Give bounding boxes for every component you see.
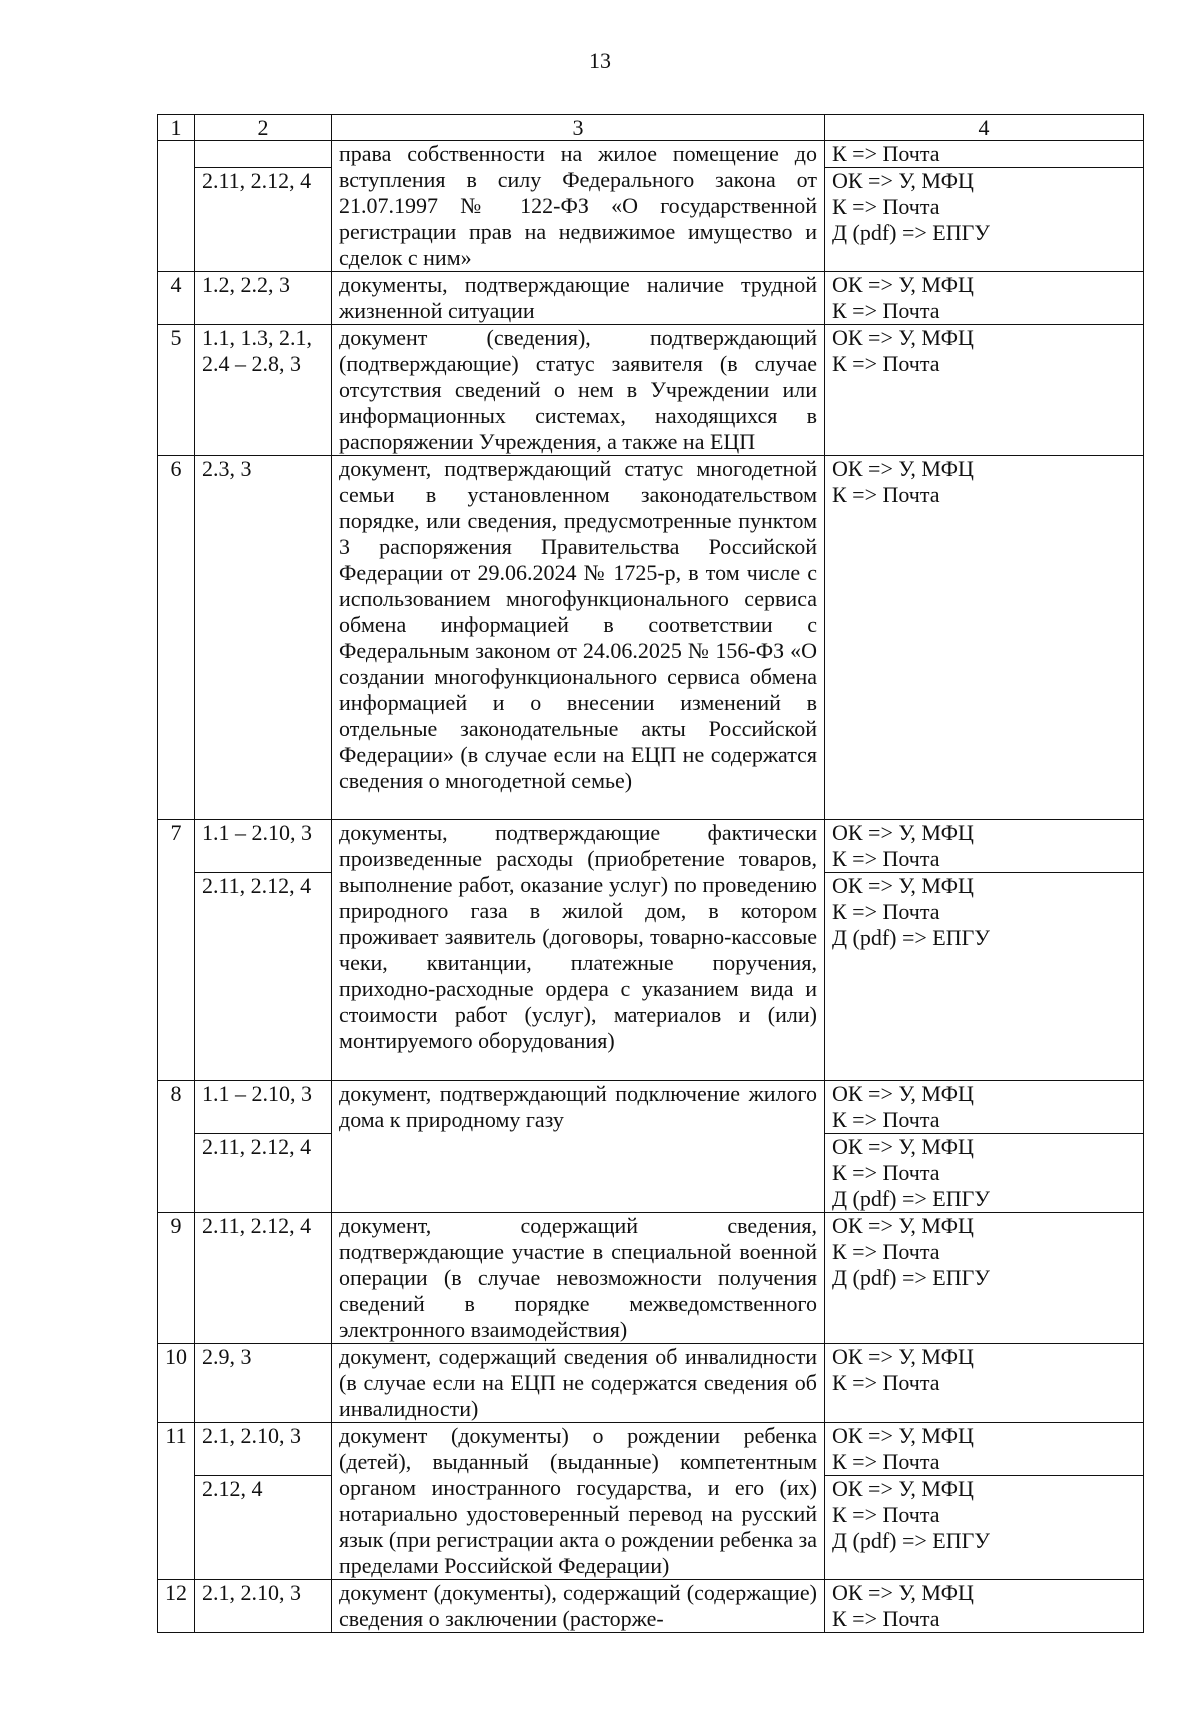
section-cell: 2.11, 2.12, 4 xyxy=(195,873,332,1081)
method-line: К => Почта xyxy=(832,846,940,871)
method-cell xyxy=(825,168,1144,272)
method-line: К => Почта xyxy=(832,482,940,507)
section-cell: 2.9, 3 xyxy=(195,1344,332,1423)
method-line: ОК => У, МФЦ xyxy=(832,325,974,350)
table-row xyxy=(158,456,1144,820)
method-line: К => Почта xyxy=(832,899,940,924)
method-line: К => Почта xyxy=(832,1107,940,1132)
method-line: Д (pdf) => ЕПГУ xyxy=(832,925,990,950)
section-cell: 2.3, 3 xyxy=(195,456,332,820)
method-line: К => Почта xyxy=(832,194,940,219)
method-line: ОК => У, МФЦ xyxy=(832,1213,974,1238)
method-line: ОК => У, МФЦ xyxy=(832,873,974,898)
table-row xyxy=(158,141,1144,168)
table-row xyxy=(158,1423,1144,1476)
method-cell xyxy=(825,272,1144,325)
table-row xyxy=(158,325,1144,456)
method-line: Д (pdf) => ЕПГУ xyxy=(832,1265,990,1290)
section-cell xyxy=(195,141,332,168)
method-line: ОК => У, МФЦ xyxy=(832,1344,974,1369)
method-cell xyxy=(825,1476,1144,1580)
section-cell: 2.11, 2.12, 4 xyxy=(195,1134,332,1213)
document-cell: документы, подтверждающие наличие трудной жизненной ситуации xyxy=(332,272,825,325)
section-cell: 1.1 – 2.10, 3 xyxy=(195,820,332,873)
method-cell xyxy=(825,1081,1144,1134)
method-line: Д (pdf) => ЕПГУ xyxy=(832,1186,990,1211)
method-cell xyxy=(825,873,1144,1081)
row-number-cell: 12 xyxy=(158,1580,195,1633)
method-line: К => Почта xyxy=(832,1370,940,1395)
page-number: 13 xyxy=(589,48,611,73)
section-line: 1.1, 1.3, 2.1, xyxy=(202,325,312,350)
method-line: Д (pdf) => ЕПГУ xyxy=(832,1528,990,1553)
method-line: ОК => У, МФЦ xyxy=(832,1423,974,1448)
document-cell: документы, подтверждающие фактически произведенные расходы (приобретение товаров, выполнение работ, оказание услуг) по проведению природного газа в жилой дом, в котором проживает заявитель (договоры, товарно-кассовые чеки, квитанции, платежные поручения, приходно-расходные ордера с указанием вида и стоимости работ (услуг), материалов и (или) монтируемого оборудования) xyxy=(332,820,825,1081)
document-cell: документ, подтверждающий статус многодетной семьи в установленном законодательством порядке, или сведения, предусмотренные пунктом 3 распоряжения Правительства Российской Федерации от 29.06.2024 № 1725-р, в том числе с использованием многофункционального сервиса обмена информацией в соответствии с Федеральным законом от 24.06.2025 № 156-ФЗ «О создании многофункционального сервиса обмена информацией и о внесении изменений в отдельные законодательные акты Российской Федерации» (в случае если на ЕЦП не содержатся сведения о многодетной семье) xyxy=(332,456,825,820)
method-cell xyxy=(825,141,1144,168)
row-number-cell: 11 xyxy=(158,1423,195,1580)
table-header-row xyxy=(158,115,1144,141)
row-number-cell: 7 xyxy=(158,820,195,1081)
method-line: Д (pdf) => ЕПГУ xyxy=(832,220,990,245)
document-cell: документ (документы), содержащий (содержащие) сведения о заключении (расторже- xyxy=(332,1580,825,1633)
section-cell: 2.1, 2.10, 3 xyxy=(195,1580,332,1633)
row-number-cell: 6 xyxy=(158,456,195,820)
method-line: К => Почта xyxy=(832,1160,940,1185)
document-cell: документ, содержащий сведения об инвалидности (в случае если на ЕЦП не содержатся сведения об инвалидности) xyxy=(332,1344,825,1423)
row-number-cell: 8 xyxy=(158,1081,195,1213)
method-line: ОК => У, МФЦ xyxy=(832,1134,974,1159)
method-cell xyxy=(825,325,1144,456)
header-col-2: 2 xyxy=(195,115,332,141)
method-line: ОК => У, МФЦ xyxy=(832,168,974,193)
method-line: К => Почта xyxy=(832,351,940,376)
method-line: ОК => У, МФЦ xyxy=(832,456,974,481)
document-cell: документ, содержащий сведения, подтверждающие участие в специальной военной операции (в случае невозможности получения сведений в порядке межведомственного электронного взаимодействия) xyxy=(332,1213,825,1344)
document-cell: документ, подтверждающий подключение жилого дома к природному газу xyxy=(332,1081,825,1213)
document-cell: документ (документы) о рождении ребенка (детей), выданный (выданные) компетентным органом иностранного государства, и его (их) нотариально удостоверенный перевод на русский язык (при регистрации акта о рождении ребенка за пределами Российской Федерации) xyxy=(332,1423,825,1580)
document-cell: права собственности на жилое помещение до вступления в силу Федерального закона от 21.07.1997 № 122-ФЗ «О государственной регистрации прав на недвижимое имущество и сделок с ним» xyxy=(332,141,825,272)
row-number-cell: 4 xyxy=(158,272,195,325)
row-number-cell xyxy=(158,141,195,272)
method-line: ОК => У, МФЦ xyxy=(832,1476,974,1501)
method-line: К => Почта xyxy=(832,1606,940,1631)
requirements-table xyxy=(157,114,1144,1633)
row-number-cell: 5 xyxy=(158,325,195,456)
table-row xyxy=(158,1344,1144,1423)
method-line: ОК => У, МФЦ xyxy=(832,1580,974,1605)
section-cell: 1.1 – 2.10, 3 xyxy=(195,1081,332,1134)
method-cell xyxy=(825,820,1144,873)
method-line: К => Почта xyxy=(832,1239,940,1264)
table-row xyxy=(158,1213,1144,1344)
method-cell xyxy=(825,1134,1144,1213)
method-line: К => Почта xyxy=(832,298,940,323)
section-line: 2.4 – 2.8, 3 xyxy=(202,351,301,376)
header-col-3: 3 xyxy=(332,115,825,141)
method-line: ОК => У, МФЦ xyxy=(832,1081,974,1106)
method-line: К => Почта xyxy=(832,1502,940,1527)
table-row xyxy=(158,1580,1144,1633)
section-cell: 1.2, 2.2, 3 xyxy=(195,272,332,325)
method-cell xyxy=(825,456,1144,820)
header-col-1: 1 xyxy=(158,115,195,141)
section-cell: 2.1, 2.10, 3 xyxy=(195,1423,332,1476)
table-row xyxy=(158,1081,1144,1134)
method-line: К => Почта xyxy=(832,1449,940,1474)
document-cell: документ (сведения), подтверждающий (подтверждающие) статус заявителя (в случае отсутствия сведений о нем в Учреждении или информационных системах, находящихся в распоряжении Учреждения, а также на ЕЦП xyxy=(332,325,825,456)
row-number-cell: 9 xyxy=(158,1213,195,1344)
method-line: К => Почта xyxy=(832,141,940,166)
method-cell xyxy=(825,1423,1144,1476)
method-line: ОК => У, МФЦ xyxy=(832,272,974,297)
method-cell xyxy=(825,1344,1144,1423)
method-line: ОК => У, МФЦ xyxy=(832,820,974,845)
method-cell xyxy=(825,1580,1144,1633)
row-number-cell: 10 xyxy=(158,1344,195,1423)
section-cell: 2.11, 2.12, 4 xyxy=(195,1213,332,1344)
header-col-4: 4 xyxy=(825,115,1144,141)
section-cell: 2.12, 4 xyxy=(195,1476,332,1580)
method-cell xyxy=(825,1213,1144,1344)
table-row xyxy=(158,272,1144,325)
section-cell xyxy=(195,325,332,456)
section-cell: 2.11, 2.12, 4 xyxy=(195,168,332,272)
table-row xyxy=(158,820,1144,873)
